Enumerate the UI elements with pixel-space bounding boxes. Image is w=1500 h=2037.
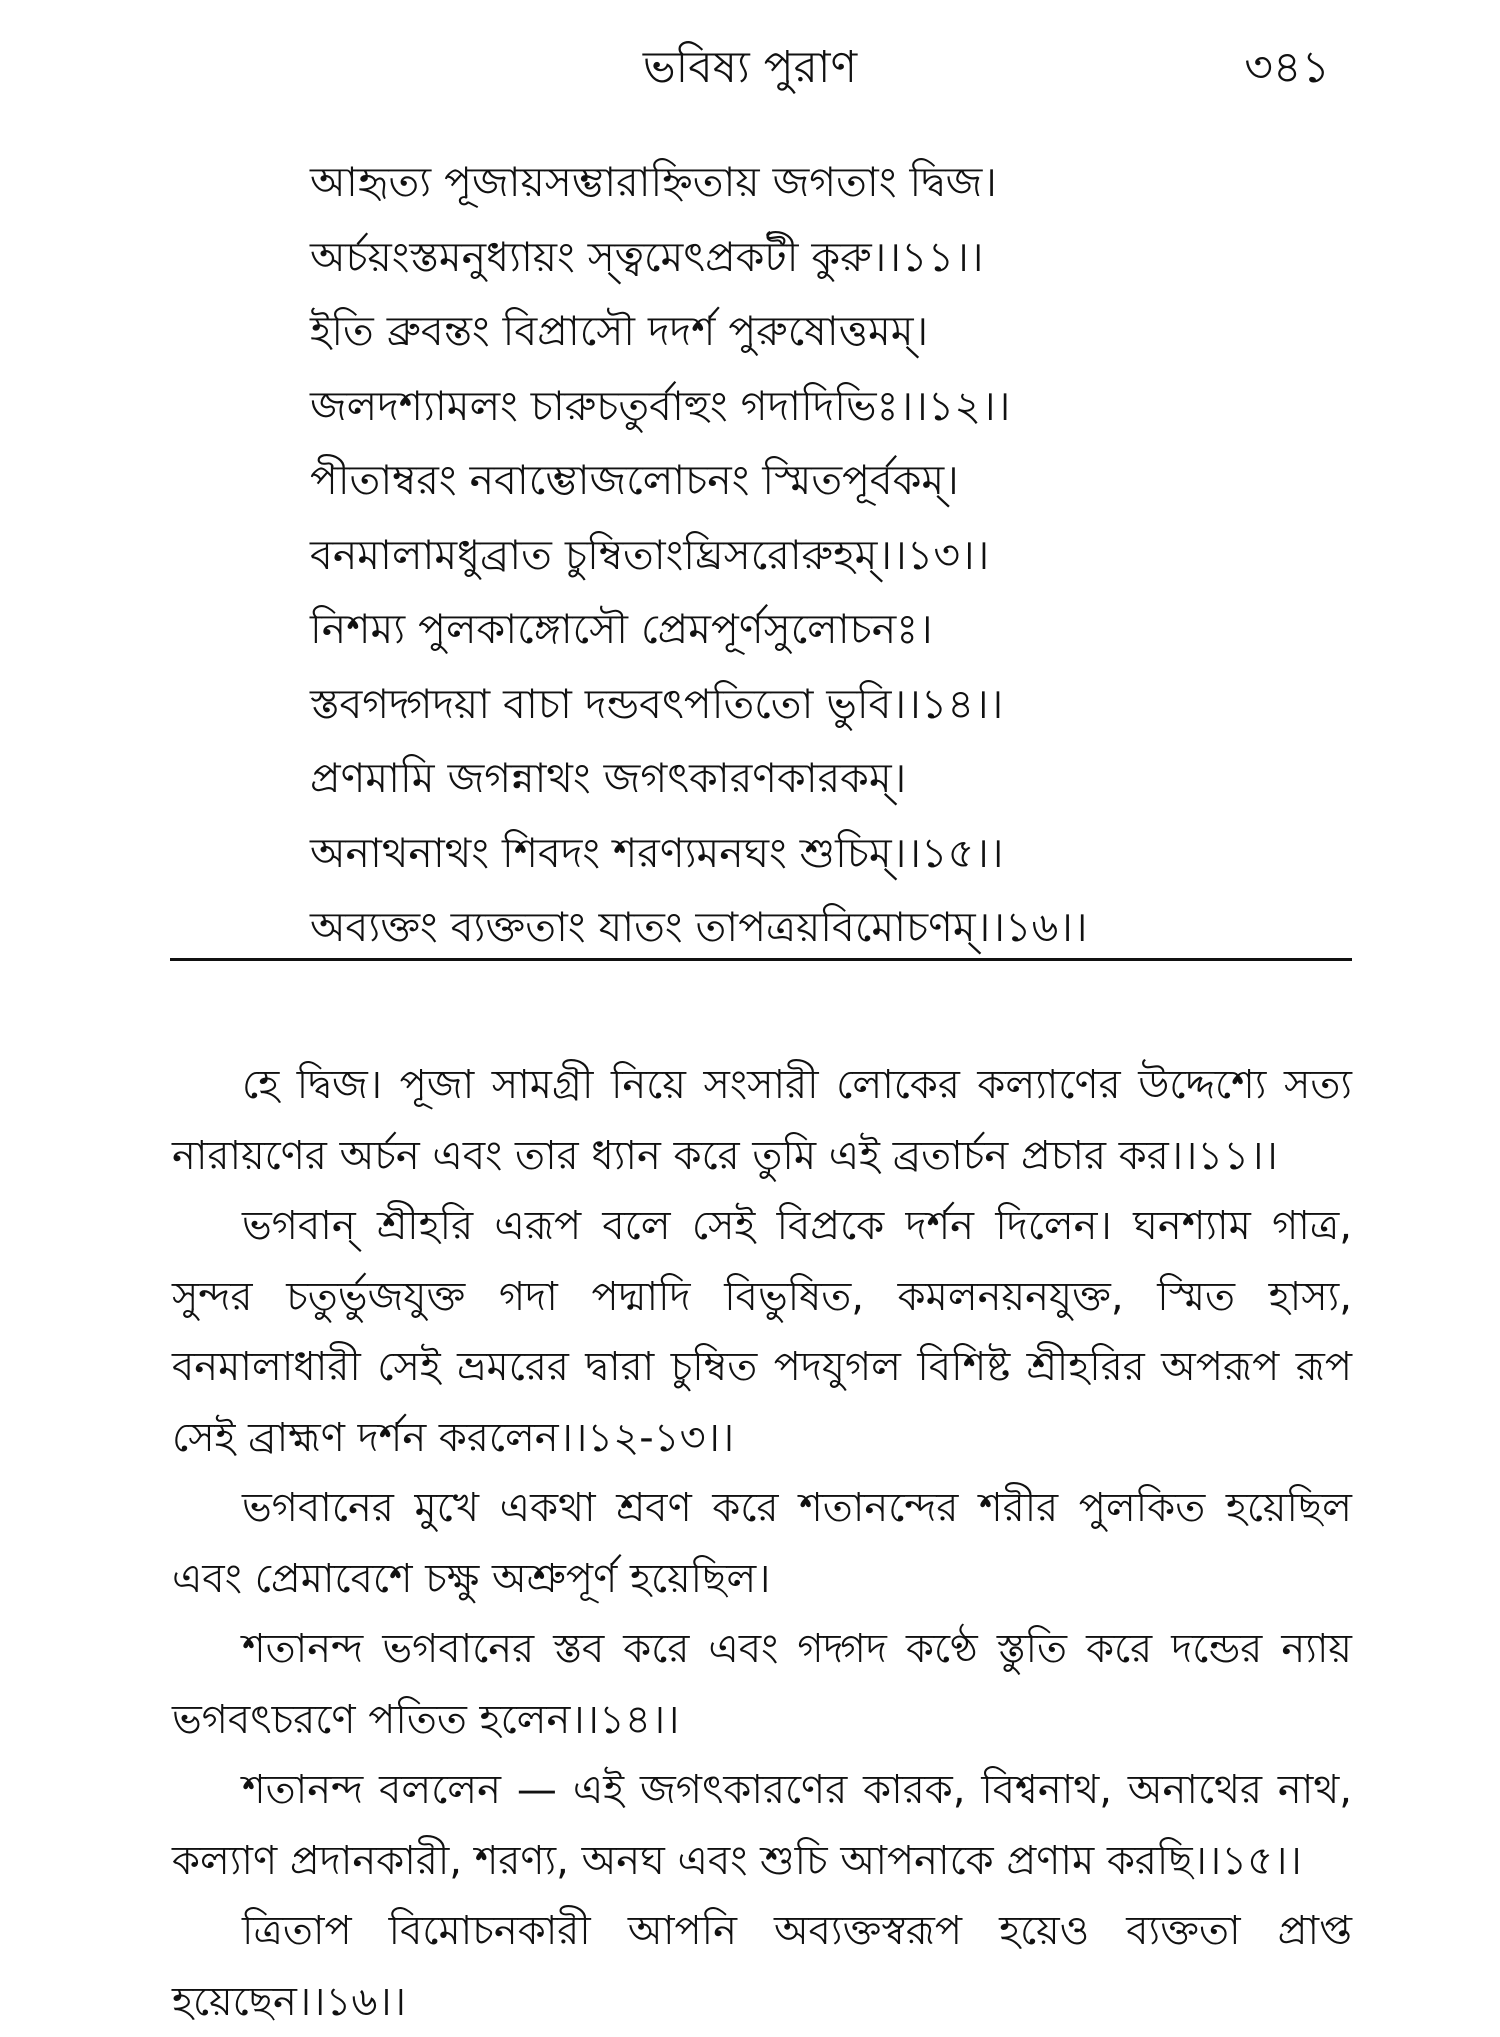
verse-line: স্তবগদ্গদয়া বাচা দন্ডবৎপতিতো ভুবি।।১৪।। (310, 679, 1004, 728)
verse-line: অব্যক্তং ব্যক্ততাং যাতং তাপত্রয়বিমোচণম্।।১৬।। (310, 903, 1088, 951)
running-title: ভবিষ্য পুরাণ (642, 42, 858, 93)
verse-line: বনমালামধুব্রাত চুম্বিতাংঘ্রিসরোরুহম্।।১৩।। (310, 530, 990, 579)
verse-line: জলদশ্যামলং চারুচতুর্বাহুং গদাদিভিঃ।।১২।। (310, 381, 1011, 430)
verse-line: আহৃত্য পূজায়সম্ভারাহ্নিতায় জগতাং দ্বিজ। (310, 158, 997, 206)
translation-paragraph: হে দ্বিজ। পূজা সামগ্রী নিয়ে সংসারী লোকের কল্যাণের উদ্দেশ্যে সত্য নারায়ণের অর্চন এবং তার ধ্যান করে তুমি এই ব্রতার্চন প্রচার কর।।১১।। (172, 1062, 1352, 1179)
bengali-translation (172, 1050, 1352, 2037)
page-number: ৩৪১ (1244, 42, 1330, 93)
verse-line: অনাথনাথং শিবদং শরণ্যমনঘং শুচিম্।।১৫।। (310, 828, 1004, 877)
translation-paragraph: শতানন্দ বললেন — এই জগৎকারণের কারক, বিশ্বনাথ, অনাথের নাথ, কল্যাণ প্রদানকারী, শরণ্য, অনঘ এবং শুচি আপনাকে প্রণাম করছি।।১৫।। (172, 1767, 1352, 1884)
translation-paragraph: ভগবানের মুখে একথা শ্রবণ করে শতানন্দের শরীর পুলকিত হয়েছিল এবং প্রেমাবেশে চক্ষু অশ্রুপূর্ণ হয়েছিল। (172, 1485, 1352, 1602)
translation-paragraph: ত্রিতাপ বিমোচনকারী আপনি অব্যক্তস্বরূপ হয়েও ব্যক্ততা প্রাপ্ত হয়েছেন।।১৬।। (172, 1908, 1352, 2025)
verse-line: অর্চয়ংস্তমনুধ্যায়ং স্ত্বমেৎপ্রকটী কুরু।।১১।। (310, 232, 984, 281)
translation-paragraph: ভগবান্ শ্রীহরি এরূপ বলে সেই বিপ্রকে দর্শন দিলেন। ঘনশ্যাম গাত্র, সুন্দর চতুর্ভুজযুক্ত গদা পদ্মাদি বিভুষিত, কমলনয়নযুক্ত, স্মিত হাস্য, বনমালাধারী সেই ভ্রমরের দ্বারা চুম্বিত পদযুগল বিশিষ্ট শ্রীহরির অপরূপ রূপ সেই ব্রাহ্মণ দর্শন করলেন।।১২-১৩।। (172, 1203, 1352, 1461)
verse-line: পীতাম্বরং নবাম্ভোজলোচনং স্মিতপূর্বকম্। (310, 456, 959, 504)
translation-paragraph: শতানন্দ ভগবানের স্তব করে এবং গদ্গদ কণ্ঠে স্তুতি করে দন্ডের ন্যায় ভগবৎচরণে পতিত হলেন।।১৪।। (172, 1626, 1352, 1743)
sanskrit-verses (310, 145, 1410, 965)
verse-line: নিশম্য পুলকাঙ্গোসৌ প্রেমপূর্ণসুলোচনঃ। (310, 605, 933, 653)
section-divider (170, 958, 1352, 961)
verse-line: প্রণমামি জগন্নাথং জগৎকারণকারকম্। (310, 754, 907, 802)
verse-line: ইতি ব্রুবন্তং বিপ্রাসৌ দদর্শ পুরুষোত্তমম্। (310, 307, 929, 355)
